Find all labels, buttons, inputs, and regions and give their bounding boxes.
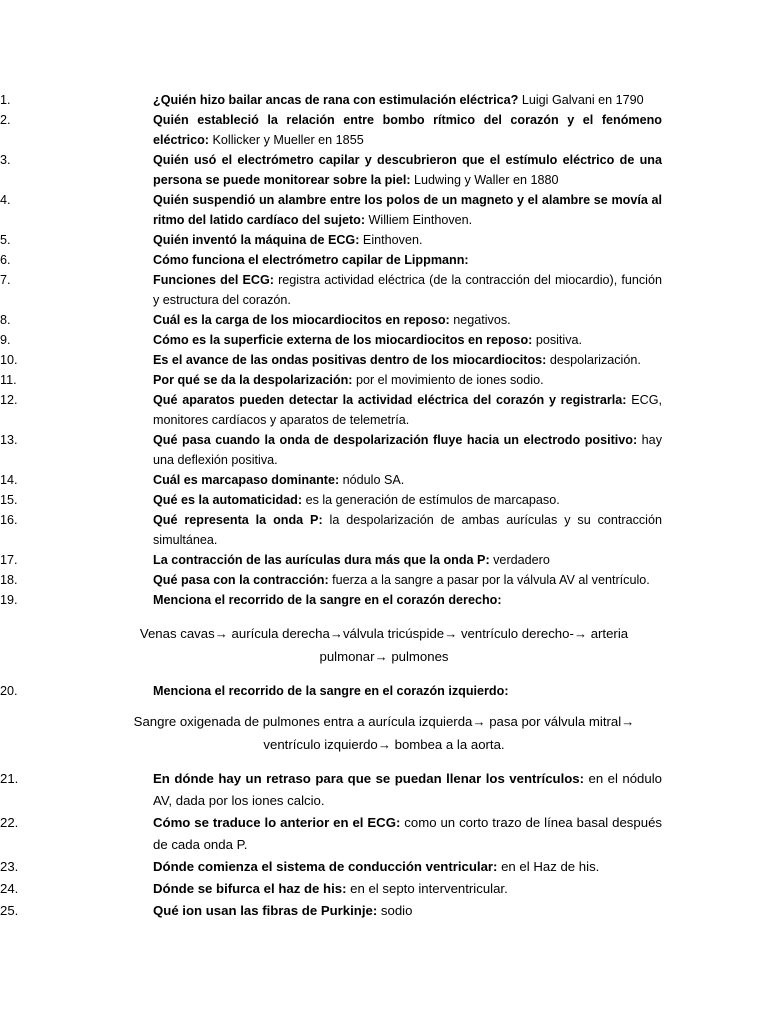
question-item	[0, 878, 662, 900]
question-item	[0, 270, 662, 310]
question-text: Menciona el recorrido de la sangre en el corazón derecho:	[153, 593, 502, 607]
question-text: Quién suspendió un alambre entre los polos de un magneto y el alambre se movía al ritmo del latido cardíaco del sujeto:	[153, 193, 662, 227]
question-number: 23.	[0, 859, 19, 874]
question-item	[0, 590, 662, 610]
question-item	[0, 490, 662, 510]
question-text: Cómo se traduce lo anterior en el ECG:	[153, 815, 401, 830]
question-number: 14.	[0, 473, 18, 487]
question-text: Qué aparatos pueden detectar la actividad eléctrica del corazón y registrarla:	[153, 393, 627, 407]
answer-text: despolarización.	[546, 353, 641, 367]
question-text: En dónde hay un retraso para que se puedan llenar los ventrículos:	[153, 771, 585, 786]
answer-text: como un corto trazo de línea basal después de cada onda P.	[153, 815, 662, 852]
question-number: 21.	[0, 771, 19, 786]
question-item	[0, 570, 662, 590]
answer-text: Williem Einthoven.	[365, 213, 473, 227]
question-item	[0, 550, 662, 570]
question-item	[0, 330, 662, 350]
blood-route-right-heart: Venas cavas→ aurícula derecha→válvula tricúspide→ ventrículo derecho-→ arteria pulmonar→ pulmones	[139, 626, 629, 664]
question-item	[0, 150, 662, 190]
question-text: Funciones del ECG:	[153, 273, 274, 287]
question-number: 22.	[0, 815, 19, 830]
answer-text: verdadero	[489, 553, 550, 567]
question-text: Cómo es la superficie externa de los miocardiocitos en reposo:	[153, 333, 533, 347]
question-number: 17.	[0, 553, 18, 567]
question-number: 16.	[0, 513, 18, 527]
question-number: 11.	[0, 373, 17, 387]
question-item	[0, 470, 662, 490]
question-text: Qué representa la onda P:	[153, 513, 323, 527]
question-number: 13.	[0, 433, 18, 447]
question-item	[0, 390, 662, 430]
question-item	[0, 812, 662, 856]
answer-text: en el nódulo AV, dada por los iones calcio.	[153, 771, 662, 808]
question-number: 8.	[0, 313, 11, 327]
blood-route-left-heart: Sangre oxigenada de pulmones entra a aurícula izquierda→ pasa por válvula mitral→ ventrículo izquierdo→ bombea a la aorta.	[133, 714, 635, 752]
answer-text: positiva.	[532, 333, 583, 347]
answer-text: por el movimiento de iones sodio.	[352, 373, 544, 387]
question-text: Cómo funciona el electrómetro capilar de Lippmann:	[153, 253, 469, 267]
answer-text: registra actividad eléctrica (de la contracción del miocardio), función y estructura del corazón.	[153, 273, 662, 307]
question-text: ¿Quién hizo bailar ancas de rana con estimulación eléctrica?	[153, 93, 519, 107]
question-text: Qué ion usan las fibras de Purkinje:	[153, 903, 378, 918]
question-item	[0, 90, 662, 110]
question-list	[0, 681, 768, 701]
question-number: 25.	[0, 903, 19, 918]
question-number: 7.	[0, 273, 11, 287]
answer-text: la despolarización de ambas aurículas y su contracción simultánea.	[153, 513, 662, 547]
question-number: 24.	[0, 881, 19, 896]
question-text: Menciona el recorrido de la sangre en el corazón izquierdo:	[153, 684, 509, 698]
question-number: 9.	[0, 333, 11, 347]
answer-text: fuerza a la sangre a pasar por la válvula AV al ventrículo.	[328, 573, 650, 587]
question-number: 20.	[0, 684, 18, 698]
question-number: 15.	[0, 493, 18, 507]
question-number: 2.	[0, 113, 11, 127]
answer-text: Einthoven.	[359, 233, 423, 247]
answer-text: sodio	[377, 903, 413, 918]
question-item	[0, 310, 662, 330]
question-text: La contracción de las aurículas dura más que la onda P:	[153, 553, 490, 567]
question-text: Por qué se da la despolarización:	[153, 373, 353, 387]
question-item	[0, 190, 662, 230]
question-number: 3.	[0, 153, 11, 167]
answer-text: nódulo SA.	[339, 473, 405, 487]
question-text: Quién usó el electrómetro capilar y descubrieron que el estímulo eléctrico de una persona se puede monitorear sobre la piel:	[153, 153, 662, 187]
question-item	[0, 856, 662, 878]
answer-text: es la generación de estímulos de marcapaso.	[302, 493, 560, 507]
answer-text: ECG, monitores cardíacos y aparatos de telemetría.	[153, 393, 662, 427]
question-text: Dónde comienza el sistema de conducción ventricular:	[153, 859, 498, 874]
question-item	[0, 681, 662, 701]
answer-text: en el septo interventricular.	[346, 881, 508, 896]
answer-text: en el Haz de his.	[497, 859, 600, 874]
question-text: Qué pasa con la contracción:	[153, 573, 329, 587]
question-item	[0, 230, 662, 250]
answer-text: Kollicker y Mueller en 1855	[209, 133, 364, 147]
question-item	[0, 900, 662, 922]
question-list	[0, 768, 768, 922]
question-text: Dónde se bifurca el haz de his:	[153, 881, 347, 896]
question-item	[0, 250, 662, 270]
question-item	[0, 510, 662, 550]
question-list	[0, 90, 768, 610]
question-number: 12.	[0, 393, 18, 407]
answer-text: Ludwing y Waller en 1880	[410, 173, 559, 187]
question-text: Qué pasa cuando la onda de despolarización fluye hacia un electrodo positivo:	[153, 433, 638, 447]
question-item	[0, 768, 662, 812]
question-number: 10.	[0, 353, 18, 367]
question-number: 1.	[0, 93, 11, 107]
question-number: 4.	[0, 193, 11, 207]
question-item	[0, 370, 662, 390]
question-item	[0, 350, 662, 370]
question-number: 19.	[0, 593, 18, 607]
question-text: Cuál es marcapaso dominante:	[153, 473, 340, 487]
question-text: Quién inventó la máquina de ECG:	[153, 233, 360, 247]
question-number: 6.	[0, 253, 11, 267]
question-text: Es el avance de las ondas positivas dentro de los miocardiocitos:	[153, 353, 547, 367]
question-text: Qué es la automaticidad:	[153, 493, 303, 507]
answer-text: hay una deflexión positiva.	[153, 433, 662, 467]
question-text: Quién estableció la relación entre bombo rítmico del corazón y el fenómeno eléctrico:	[153, 113, 662, 147]
question-item	[0, 110, 662, 150]
answer-text: Luigi Galvani en 1790	[518, 93, 644, 107]
question-number: 5.	[0, 233, 11, 247]
question-number: 18.	[0, 573, 18, 587]
question-text: Cuál es la carga de los miocardiocitos en reposo:	[153, 313, 450, 327]
answer-text: negativos.	[449, 313, 511, 327]
question-item	[0, 430, 662, 470]
